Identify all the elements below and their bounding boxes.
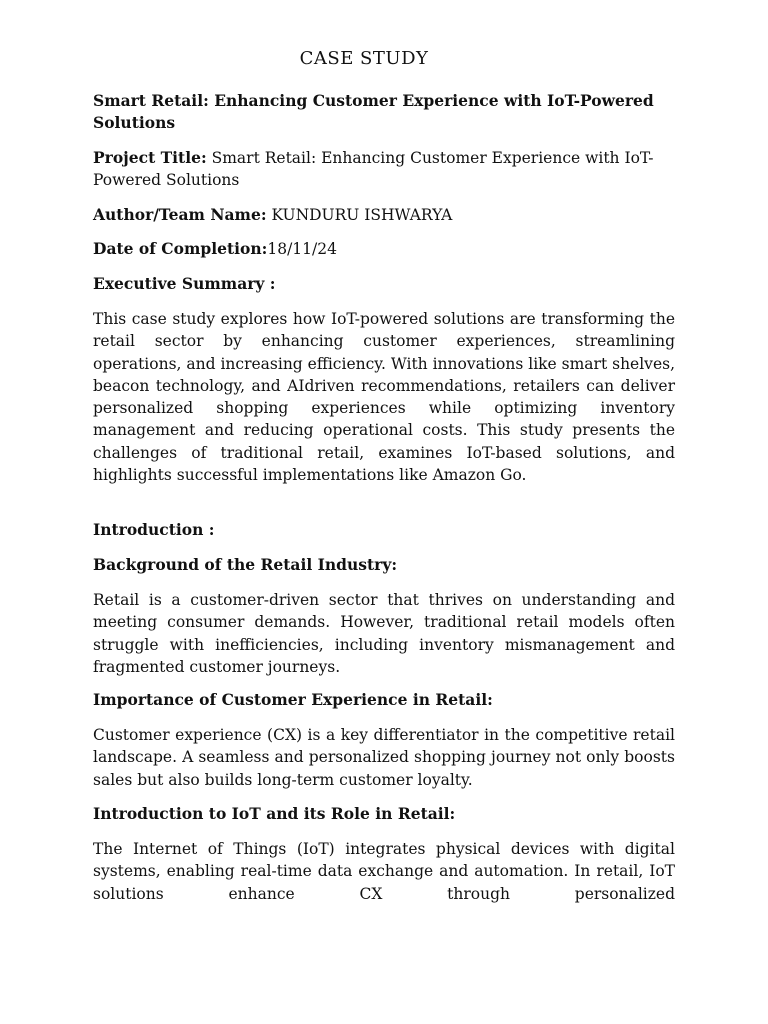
project-title-value: Smart Retail: Enhancing Customer Experience with IoT-Powered Solutions bbox=[93, 149, 654, 190]
author-label: Author/Team Name: bbox=[93, 205, 267, 224]
author-value: KUNDURU ISHWARYA bbox=[266, 206, 453, 224]
completion-date-label: Date of Completion: bbox=[93, 239, 268, 258]
introduction-heading: Introduction : bbox=[93, 520, 215, 539]
section-heading-iot-role: Introduction to IoT and its Role in Retail: bbox=[93, 804, 456, 823]
author-line bbox=[93, 204, 675, 226]
completion-date-value: 18/11/24 bbox=[267, 240, 337, 258]
executive-summary-heading: Executive Summary : bbox=[93, 274, 276, 293]
document-title: CASE STUDY bbox=[299, 48, 429, 69]
section-body-customer-experience: Customer experience (CX) is a key differentiator in the competitive retail landscape. A seamless and personalized shopping journey not only boosts sales but also builds long-term customer loyalty. bbox=[93, 726, 675, 789]
project-title-line bbox=[93, 147, 675, 192]
section-heading-customer-experience: Importance of Customer Experience in Retail: bbox=[93, 690, 493, 709]
completion-date-line bbox=[93, 238, 675, 260]
executive-summary-body: This case study explores how IoT-powered solutions are transforming the retail sector by enhancing customer experiences, streamlining operations, and increasing efficiency. With innovations like smart shelves, beacon technology, and AIdriven recommendations, retailers can deliver personalized shopping experiences while optimizing inventory management and reducing operational costs. This study presents the challenges of traditional retail, examines IoT-based solutions, and highlights successful implementations like Amazon Go. bbox=[93, 310, 675, 485]
section-body-retail-background: Retail is a customer-driven sector that thrives on understanding and meeting consumer demands. However, traditional retail models often struggle with inefficiencies, including inventory mismanagement and fragmented customer journeys. bbox=[93, 591, 675, 676]
section-heading-retail-background: Background of the Retail Industry: bbox=[93, 555, 398, 574]
case-study-heading: Smart Retail: Enhancing Customer Experience with IoT-Powered Solutions bbox=[93, 91, 654, 133]
project-title-label: Project Title: bbox=[93, 148, 207, 167]
section-body-iot-role: The Internet of Things (IoT) integrates physical devices with digital systems, enabling real-time data exchange and automation. In retail, IoT solutions enhance CX through personalized bbox=[93, 840, 675, 903]
